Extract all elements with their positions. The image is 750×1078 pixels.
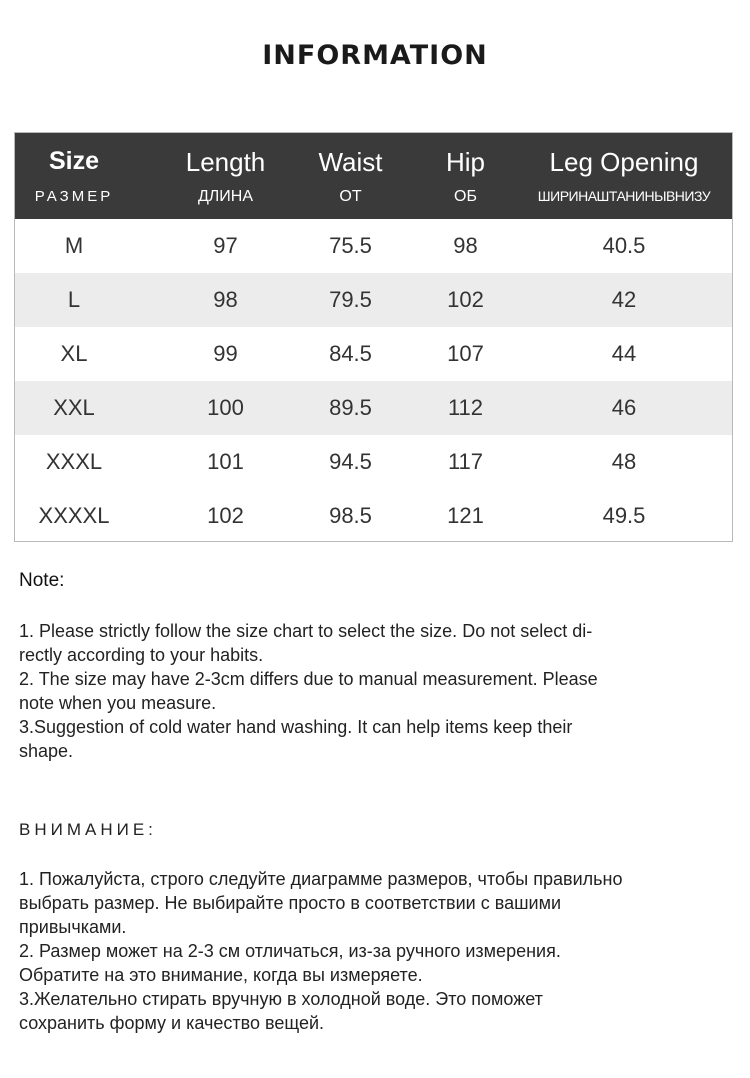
header-waist-sublabel: ОТ [339,188,362,205]
cell-waist: 84.5 [329,341,372,366]
cell-hip: 107 [447,341,484,366]
cell-leg-opening: 42 [611,287,637,312]
note-line: 1. Please strictly follow the size chart to select the size. Do not select di- [19,621,593,641]
cell-hip: 102 [447,287,484,312]
note-heading: Note: [19,570,65,591]
cell-hip: 98 [453,233,478,258]
header-size-label: Size [48,147,100,175]
cell-length: 101 [207,449,244,474]
table-row [15,327,733,381]
note-line: rectly according to your habits. [19,645,264,665]
header-leg-opening-sublabel: ШИРИНАШТАНИНЫВНИЗУ [537,188,711,204]
cell-leg-opening: 49.5 [602,503,646,528]
note-line: note when you measure. [19,693,217,713]
ru-note-line: выбрать размер. Не выбирайте просто в соответствии с вашими [19,893,562,913]
note-text [19,619,719,763]
cell-size: M [64,233,84,258]
note-line: 3.Suggestion of cold water hand washing. It can help items keep their [19,717,573,737]
size-chart-table [14,132,733,542]
header-waist-label: Waist [318,147,383,177]
ru-note-line: 3.Желательно стирать вручную в холодной воде. Это поможет [19,989,543,1009]
cell-leg-opening: 46 [611,395,637,420]
header-waist [288,133,413,219]
header-leg-opening [518,133,730,219]
note-line: 2. The size may have 2-3cm differs due to manual measurement. Please [19,669,598,689]
cell-leg-opening: 40.5 [602,233,646,258]
ru-note-line: сохранить форму и качество вещей. [19,1013,325,1033]
ru-note-heading: ВНИМАНИЕ: [19,820,157,839]
cell-length: 99 [213,341,238,366]
cell-waist: 79.5 [329,287,372,312]
table-row [15,435,733,489]
cell-size: L [67,287,81,312]
table-row [15,273,733,327]
ru-note-text [19,867,729,1035]
table-row [15,489,733,542]
ru-note-line: Обратите на это внимание, когда вы измеряете. [19,965,423,985]
page-title: INFORMATION [262,40,488,71]
cell-waist: 98.5 [329,503,372,528]
header-hip [413,133,518,219]
table-row [15,219,733,273]
cell-size: XXXXL [38,503,110,528]
cell-waist: 89.5 [329,395,372,420]
cell-hip: 112 [447,395,484,420]
cell-length: 98 [213,287,238,312]
header-length-label: Length [185,147,266,177]
header-leg-opening-label: Leg Opening [549,147,699,177]
cell-length: 97 [213,233,238,258]
ru-note-line: 1. Пожалуйста, строго следуйте диаграмме размеров, чтобы правильно [19,869,623,889]
cell-hip: 121 [447,503,484,528]
cell-waist: 94.5 [329,449,372,474]
cell-length: 100 [207,395,244,420]
cell-size: XXL [53,395,95,420]
cell-leg-opening: 48 [611,449,637,474]
note-line: shape. [19,741,74,761]
table-header [15,133,733,219]
cell-hip: 117 [447,449,484,474]
cell-length: 102 [207,503,244,528]
ru-note-line: 2. Размер может на 2-3 см отличаться, из-за ручного измерения. [19,941,561,961]
ru-note-line: привычками. [19,917,127,937]
header-size-sublabel: РАЗМЕР [34,188,114,205]
header-hip-label: Hip [445,147,485,177]
header-length [163,133,288,219]
table-row [15,381,733,435]
header-length-sublabel: ДЛИНА [197,188,254,205]
cell-size: XXXL [45,449,103,474]
header-hip-sublabel: ОБ [454,188,477,205]
cell-waist: 75.5 [329,233,372,258]
header-size [15,133,133,219]
cell-size: XL [60,341,88,366]
cell-leg-opening: 44 [611,341,637,366]
